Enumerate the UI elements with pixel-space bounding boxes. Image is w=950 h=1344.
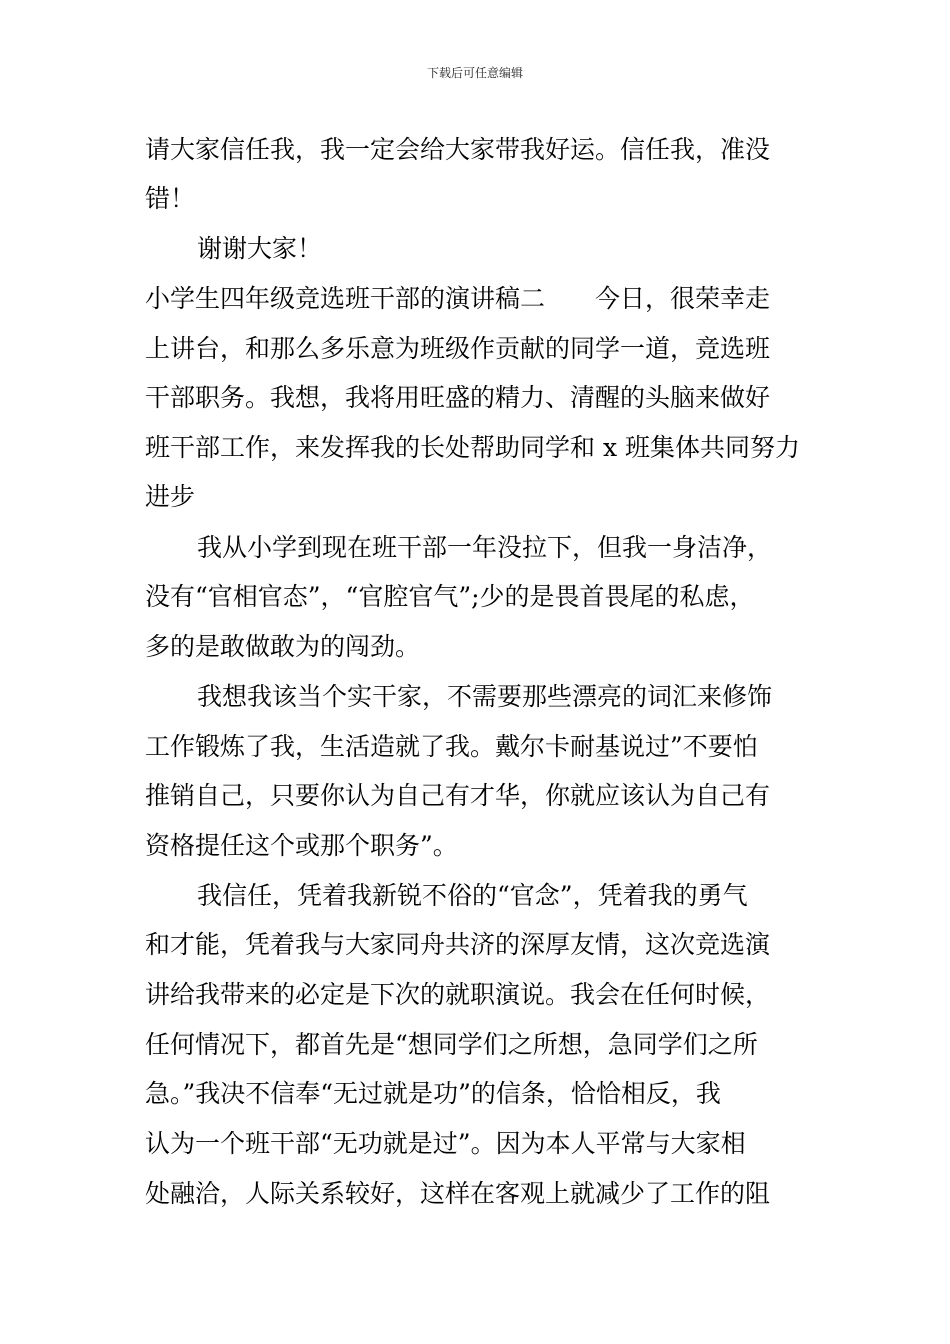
text-line: 工作锻炼了我，生活造就了我。戴尔卡耐基说过”不要怕	[145, 732, 758, 761]
text-line: 上讲台，和那么多乐意为班级作贡献的同学一道，竞选班	[145, 334, 771, 363]
text-line: 班干部工作，来发挥我的长处帮助同学和 x 班集体共同努力	[145, 433, 800, 462]
text-line: 资格提任这个或那个职务”。	[145, 831, 458, 860]
text-line: 和才能，凭着我与大家同舟共济的深厚友情，这次竞选演	[145, 930, 771, 959]
text-line: 我信任，凭着我新锐不俗的“官念”，凭着我的勇气	[197, 881, 748, 910]
text-line: 谢谢大家！	[197, 234, 323, 263]
text-line: 我想我该当个实干家，不需要那些漂亮的词汇来修饰	[197, 682, 773, 711]
text-line: 我从小学到现在班干部一年没拉下，但我一身洁净，	[197, 533, 773, 562]
text-line: 干部职务。我想，我将用旺盛的精力、清醒的头脑来做好	[145, 383, 771, 412]
text-line: 错！	[145, 184, 196, 213]
page-header: 下载后可任意编辑	[426, 66, 523, 80]
text-line: 多的是敢做敢为的闯劲。	[145, 632, 421, 661]
text-line: 没有“官相官态”，“官腔官气”;少的是畏首畏尾的私虑，	[145, 582, 755, 611]
text-line: 急。”我决不信奉“无过就是功”的信条，恰恰相反，我	[145, 1079, 721, 1108]
text-line: 小学生四年级竞选班干部的演讲稿二 今日，很荣幸走	[145, 284, 771, 313]
text-line: 推销自己，只要你认为自己有才华，你就应该认为自己有	[145, 781, 771, 810]
text-line: 请大家信任我，我一定会给大家带我好运。信任我，准没	[145, 135, 771, 164]
text-line: 处融洽，人际关系较好，这样在客观上就减少了工作的阻	[145, 1179, 771, 1208]
text-line: 讲给我带来的必定是下次的就职演说。我会在任何时候，	[145, 980, 771, 1009]
text-line: 任何情况下，都首先是“想同学们之所想，急同学们之所	[145, 1030, 758, 1059]
text-line: 进步	[145, 482, 196, 511]
text-line: 认为一个班干部“无功就是过”。因为本人平常与大家相	[145, 1129, 746, 1158]
